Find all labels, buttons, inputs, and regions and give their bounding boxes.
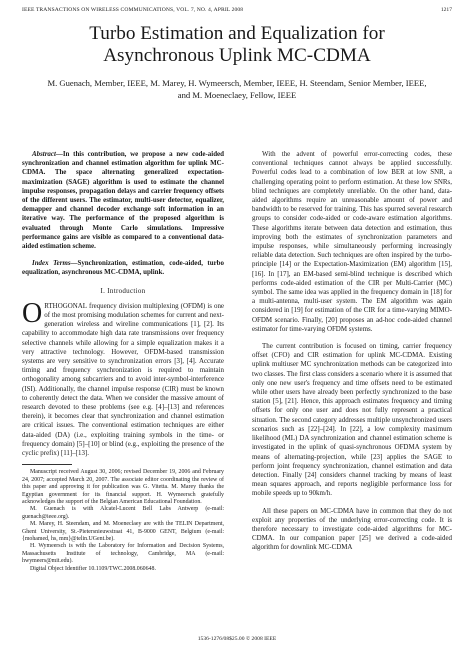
footnote-manuscript: Manuscript received August 30, 2006; revised December 19, 2006 and February 24, 2007; accepted March 20, 2007. The associate editor coordinating the review of this paper and approving it for publication was G. Vitetta. M. Marey thanks the Egyptian government for its financial support. H. Wymeersch gratefully acknowledges the support of the Belgian American Educational Foundation. [22, 469, 224, 505]
index-terms-body: Synchronization, estimation, code-aided, turbo equalization, asynchronous MC-CDMA, uplink. [22, 259, 224, 277]
authors-line-1: M. Guenach, Member, IEEE, M. Marey, H. Wymeersch, Member, IEEE, H. Steendam, Senior Member, IEEE, [47, 78, 427, 88]
intro-first-word: RTHOGONAL [44, 301, 87, 310]
footnote-doi: Digital Object Identifier 10.1109/TWC.2008.060648. [30, 565, 156, 572]
drop-cap: O [22, 297, 43, 329]
introduction [22, 297, 225, 458]
right-column [252, 150, 452, 553]
title-line-2: Asynchronous Uplink MC-CDMA [103, 45, 371, 66]
running-header: IEEE TRANSACTIONS ON WIRELESS COMMUNICATIONS, VOL. 7, NO. 4, APRIL 2008 [22, 7, 244, 13]
body-paragraph: The current contribution is focused on timing, carrier frequency offset (CFO) and CIR estimation for uplink MC-CDMA. Existing uplink multiuser MC synchronization methods can be categorized into two classes. The first class considers a scenario where it is assumed that only one new user's frequency and time offsets need to be estimated while other users have already been perfectly synchronized to the base station [5], [21]. Hence, this approach estimates frequency and timing offsets for only one user and does not fully represent a practical situation. The second category addresses multiple unsynchronized users scenarios such as [22]–[24]. In [22], a low complexity maximum likelihood (ML) DA synchronization and channel estimation scheme is investigated in the uplink of quasi-synchronous OFDMA system by means of alternating-projection, while [23] applies the SAGE to perform joint frequency synchronization, channel estimation and data detection. Finally [24] considers channel tracking by means of least mean squares approach, and reports negligible performance loss for mobile speeds up to 90km/h. [252, 342, 452, 498]
author-list [20, 77, 454, 101]
page-number: 1217 [440, 7, 452, 13]
body-paragraph: With the advent of powerful error-correcting codes, these conventional techniques cannot always be applied successfully. Powerful codes lead to a combination of low BER at low SNR, a challenging operating point to perform estimation. At these low SNRs, blind techniques are completely unreliable. On the other hand, data-aided algorithms require an unreasonable amount of power and bandwidth to be reserved for training. This has spurred several research groups to consider code-aided or code-aware estimation algorithms. These algorithms iterate between data detection and estimation, thus improving both the estimates of synchronization parameters and impulse responses, while simultaneously performing increasingly reliable data detection. Such techniques are often inspired by the turbo-principle [14] or the Expectation-Maximization (EM) algorithm [15], [16]. In [17], an EM-based semi-blind technique is described which performs code-aided estimation of the CIR per Multi-Carrier (MC) symbol. The same idea was applied in the frequency domain in [18] for a multi-antenna, multi-user system. The EM algorithm was again considered in [19] for estimation of the CIR for a time-varying MIMO-OFDM scenario. Finally, [20] proposes an ad-hoc code-aided channel estimator for time-varying OFDM systems. [252, 150, 452, 333]
abstract-lead: Abstract— [32, 150, 63, 158]
footnote-wymeersch: H. Wymeersch is with the Laboratory for Information and Decision Systems, Massachusetts Institute of technology, Cambridge, MA (e-mail: hwymeers@mit.edu). [22, 543, 224, 565]
authors-line-2: and M. Moeneclaey, Fellow, IEEE [177, 90, 297, 100]
footnotes [22, 469, 224, 573]
section-heading: I. Introduction [100, 286, 146, 295]
copyright-footer: 1536-1276/08$25.00 © 2008 IEEE [197, 636, 277, 642]
body-paragraph: All these papers on MC-CDMA have in common that they do not exploit any properties of the underlying error-correcting code. It is therefore necessary to investigate code-aided algorithms for MC-CDMA. In our companion paper [25] we derived a code-aided algorithm for downlink MC-CDMA [252, 506, 452, 552]
paper-title [0, 23, 474, 67]
index-terms-lead: Index Terms— [32, 259, 78, 268]
abstract-body: In this contribution, we propose a new code-aided synchronization and channel estimation algorithm for uplink MC-CDMA. The space alternating generalized expectation-maximization (SAGE) algorithm is used to estimate the channel impulse responses, propagation delays and carrier frequency offsets of the different users. The estimator, multi-user detector, equalizer, demapper and channel decoder exchange soft information in an iterative way. The performance of the proposed algorithm is evaluated through Monte Carlo simulations. Impressive performance gains are visible as compared to a conventional data-aided estimation scheme. [22, 150, 224, 251]
intro-text: frequency division multiplexing (OFDM) is one of the most promising modulation schemes for current and next-generation wireless and wireline communications [1], [2]. Its capability to accommodate high data rate transmissions over frequency selective channels while allowing for a simple equalization makes it a very attractive technology. However, OFDM-based transmission systems are very sensitive to synchronization errors [3], [4]. Accurate timing and frequency synchronization is required to maintain orthogonality among subcarriers and to avoid inter-symbol-interference (ISI). Additionally, the channel impulse response (CIR) must be known to coherently detect the data. When we consider the massive amount of research devoted to these problems (see e.g. [4]–[13] and references therein), it becomes clear that synchronization and channel estimation are critical issues. The conventional estimation techniques are either data-aided (DA) (i.e., exploiting training symbols in the time- or frequency domain) [5]–[10] or blind (e.g., exploiting the presence of the cyclic prefix) [11]–[13]. [22, 301, 225, 458]
abstract [22, 150, 224, 251]
index-terms [22, 259, 224, 277]
title-line-1: Turbo Estimation and Equalization for [89, 23, 385, 44]
left-column [22, 150, 224, 573]
footnote-telin: M. Marey, H. Steendam, and M. Moeneclaey are with the TELIN Department, Ghent University, St.-Pietersnieuwstraat 41, B-9000 GENT, Belgium (e-mail: {mohamed, hs, mm}@telin.UGent.be). [22, 521, 224, 542]
footnote-rule [22, 464, 72, 465]
footnote-guenach: M. Guenach is with Alcatel-Lucent Bell Labs Antwerp (e-mail: guenach@ieee.org). [22, 506, 224, 520]
intro-paragraph [22, 297, 225, 458]
